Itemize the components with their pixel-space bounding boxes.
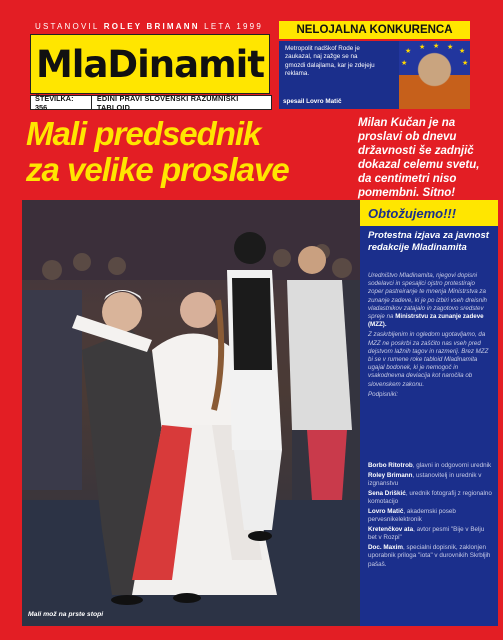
- tagline: EDINI PRAVI SLOVENSKI RAZUMNIŠKI TABLOID: [96, 93, 239, 112]
- statement-paragraph: Z zaskrbljenim in ogledom ugotavljamo, da MZZ ne poskrbi za zaščito nas vseh pred dejstvom lažnih tagov in razmerij. Brez MZZ bi se v rumene roke tabloid Mladinamita ugajal bodonek, ki je nemogoč in vsakodnevna deviacija kot naročila ob slovenskem zakonu.: [368, 331, 489, 388]
- statement-subtitle: Protestna izjava za javnost redakcije Mladinamita: [368, 230, 489, 253]
- issue-bar: [30, 95, 272, 110]
- signatory: Roley Brimann, ustanovitelj in urednik v izgnanstvu: [368, 471, 482, 488]
- photo-caption: Mali mož na prste stopi: [28, 611, 104, 618]
- competition-credit: spesail Lovro Matič: [283, 98, 342, 105]
- statement-paragraph: Uredništvo Mladinamita, njegovi dopisni sodelavci in spesajlci ojstro protestirajo zoper pastreiranje te mnenja Ministrstva za zunanje zadeve, ki je po izbiri vseh dreisnih vladastnikov zatajalo in zagotovo sredstev spreje na: [368, 272, 488, 321]
- signatory: Kretenčkov ata, avtor pesmi "Bije v Belju bet v Rozpi": [368, 526, 485, 542]
- ministry-name: Ministrstvu za zunanje zadeve (MZZ).: [368, 313, 484, 329]
- star-icon: ★: [419, 44, 426, 51]
- signatory: Sena Driškić, urednik fotografij z regionalno komotacijo: [368, 489, 492, 506]
- founder-name: ROLEY BRIMANN: [103, 22, 200, 31]
- headline: [26, 116, 366, 188]
- headline-line-1: Mali predsednik: [26, 115, 261, 152]
- issue-number: ŠTEVILKA: 356: [31, 96, 92, 109]
- competition-title: NELOJALNA KONKURENCA: [279, 21, 470, 39]
- competition-box: [279, 41, 470, 109]
- signatory: Lovro Matič, akademski poseb pervesnikelektronik: [368, 507, 456, 524]
- founded-prefix: USTANOVIL: [35, 22, 100, 31]
- signatory: Doc. Maxim, specialni dopisnik, zaklonjen uporabnik priloga "iota" v durovnikih Skrbljih pašaš.: [368, 544, 491, 568]
- signatories-list: [368, 462, 492, 571]
- signoff: Podpisniki:: [368, 390, 398, 398]
- founded-line: [33, 22, 265, 31]
- signatory: Borbo Ritotrob, glavni in odgovorni urednik: [368, 462, 492, 469]
- star-icon: ★: [433, 43, 440, 50]
- deck-text: Milan Kučan je na proslavi ob dnevu državnosti še zadnjič dokazal celemu svetu, da centimetri niso pomembni. Sitno!: [358, 117, 480, 199]
- masthead-logo: [30, 34, 270, 94]
- star-icon: ★: [462, 60, 469, 67]
- dalai-lama-photo: [399, 41, 470, 109]
- statement-body: [368, 272, 492, 401]
- dance-photo: [22, 200, 360, 626]
- star-icon: ★: [405, 48, 412, 55]
- competition-text: Metropolit nadškof Rode je zaukazal, naj zažge se na gmozdi dalajlama, kar je zdejeju reklama.: [285, 45, 375, 78]
- star-icon: ★: [459, 48, 466, 55]
- star-icon: ★: [401, 60, 408, 67]
- star-icon: ★: [447, 44, 454, 51]
- headline-line-2: za velike proslave: [26, 151, 289, 188]
- statement-title: Obtožujemo!!!: [360, 200, 498, 226]
- dance-illustration: [22, 200, 360, 626]
- logo-text: MlaDinamit: [35, 42, 265, 86]
- founded-year: LETA 1999: [204, 22, 263, 31]
